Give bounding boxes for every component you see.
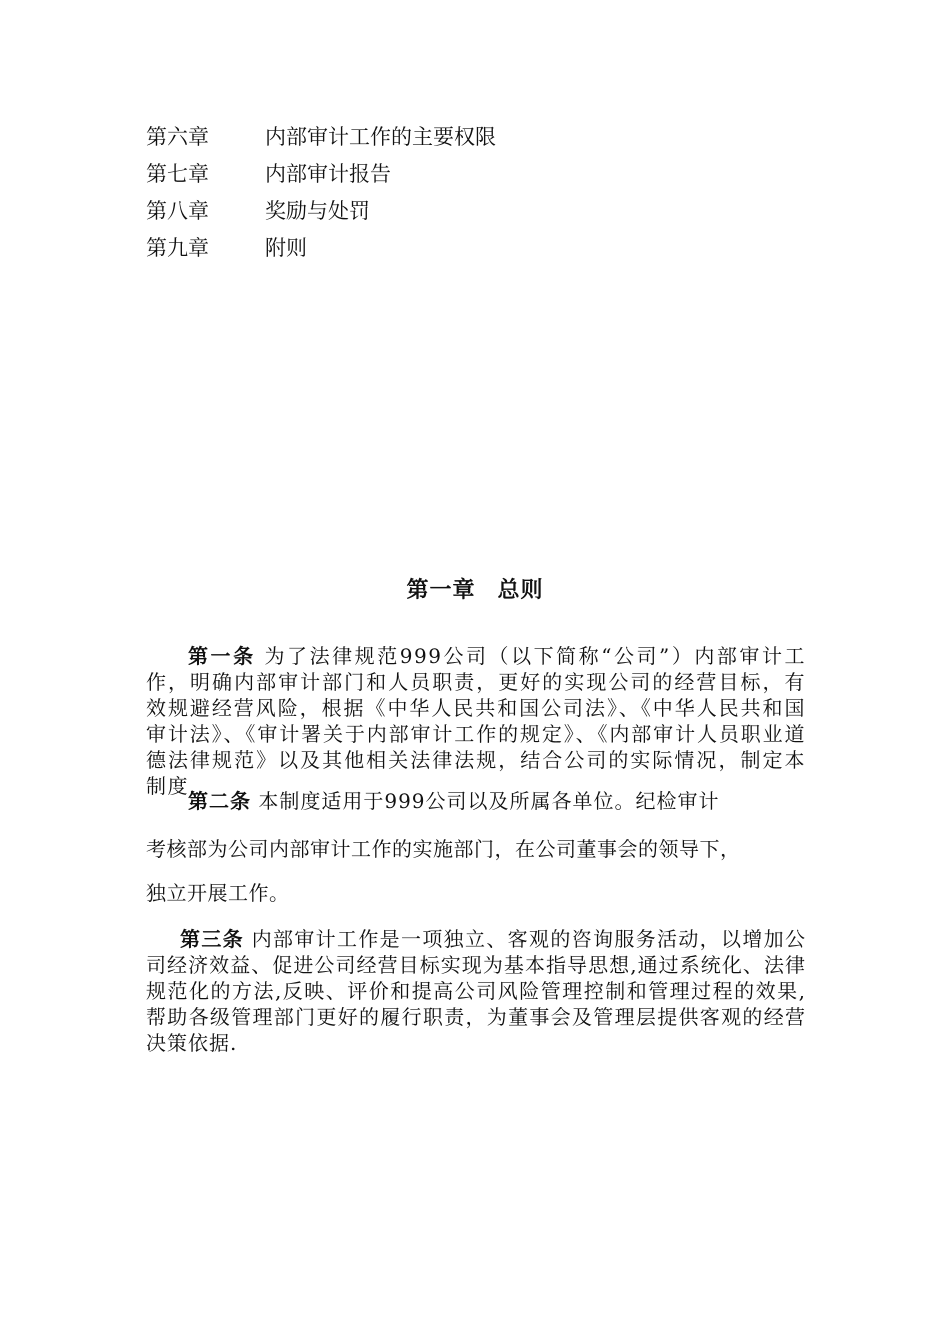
chapter-number: 第一章 [406, 578, 476, 603]
toc-chapter-title: 附则 [265, 236, 307, 260]
article-text: 为了法律规范999公司（以下简称“公司”）内部审计工作，明确内部审计部门和人员职责，更好的实现公司的经营目标，有效规避经营风险，根据《中华人民共和国公司法》、《中华人民共和国审计法》、《审计署关于内部审计工作的规定》、《内部审计人员职业道德法律规范》以及其他相关法律法规，结合公司的实际情况，制定本制度. [146, 644, 807, 798]
toc-chapter-number: 第七章 [146, 162, 209, 186]
article-2-line-3: 独立开展工作。 [146, 881, 290, 905]
toc-item [146, 193, 746, 230]
article-2 [146, 788, 806, 814]
article-text: 内部审计工作是一项独立、客观的咨询服务活动，以增加公司经济效益、促进公司经营目标实现为基本指导思想,通过系统化、法律规范化的方法,反映、评价和提高公司风险管理控制和管理过程的效果,帮助各级管理部门更好的履行职责，为董事会及管理层提供客观的经营决策依据. [146, 927, 807, 1055]
toc-item [146, 119, 746, 156]
article-3 [146, 926, 806, 1056]
chapter-title: 总则 [497, 578, 544, 603]
toc-item [146, 156, 746, 193]
toc-chapter-title: 内部审计报告 [265, 162, 391, 186]
toc-item [146, 230, 746, 267]
article-1 [146, 643, 806, 799]
toc-chapter-number: 第八章 [146, 199, 209, 223]
chapter-heading [0, 573, 950, 604]
table-of-contents [146, 119, 746, 267]
toc-chapter-number: 第六章 [146, 125, 209, 149]
article-text: 本制度适用于999公司以及所属各单位。纪检审计 [251, 789, 720, 813]
article-2-line-2: 考核部为公司内部审计工作的实施部门，在公司董事会的领导下， [146, 837, 741, 861]
toc-chapter-title: 内部审计工作的主要权限 [265, 125, 496, 149]
toc-chapter-number: 第九章 [146, 236, 209, 260]
article-label: 第一条 [188, 644, 256, 668]
article-label: 第三条 [180, 927, 244, 951]
toc-chapter-title: 奖励与处罚 [265, 199, 370, 223]
article-label: 第二条 [188, 789, 251, 813]
